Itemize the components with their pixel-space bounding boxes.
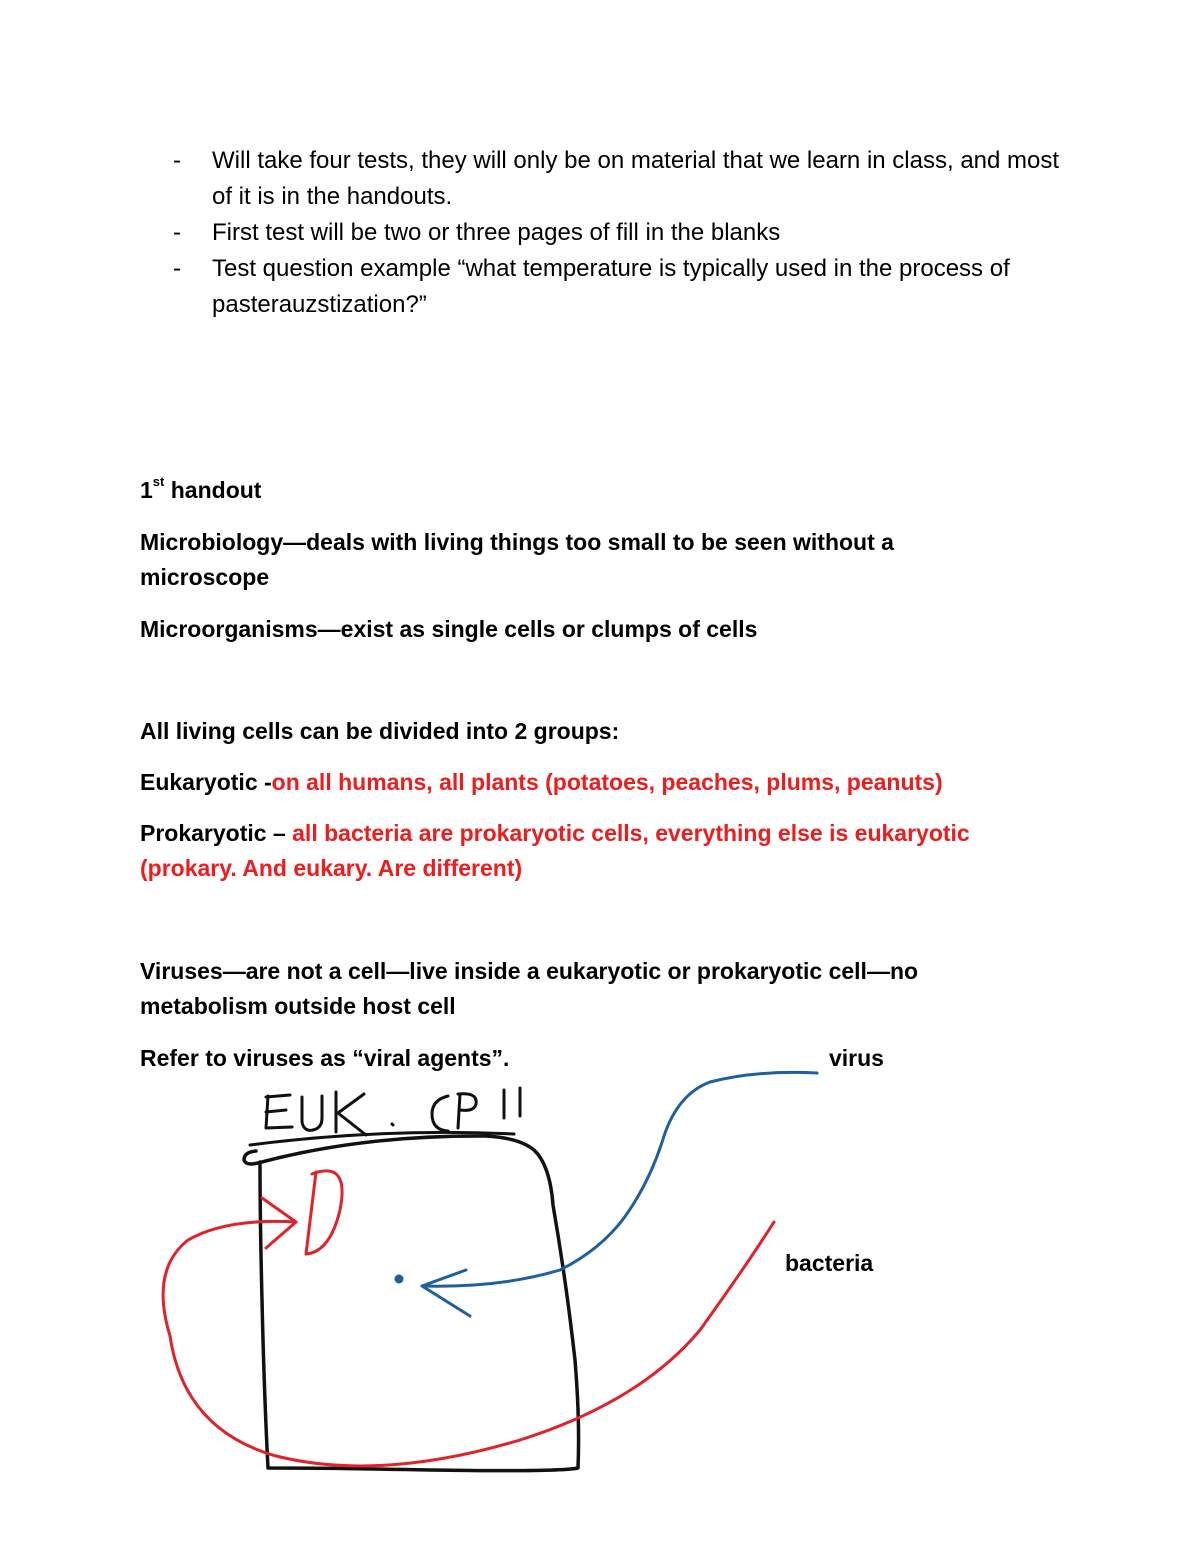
eukaryotic-term: Eukaryotic - — [140, 769, 272, 795]
groups-intro: All living cells can be divided into 2 groups: — [140, 718, 620, 744]
red-bacteria-drawing — [163, 1171, 774, 1466]
virus-label: virus — [829, 1045, 884, 1071]
handout-suffix: st — [152, 474, 165, 490]
bacteria-label-text: bacteria — [785, 1250, 874, 1276]
eukaryotic-note: on all humans, all plants (potatoes, peaches, plums, peanuts) — [271, 769, 943, 795]
bullet-item: - Will take four tests, they will only be on material that we learn in class, and most of it is in the handouts. — [173, 143, 1073, 215]
prokaryotic-term: Prokaryotic – — [140, 820, 293, 846]
microbiology-definition: Microbiology—deals with living things too small to be seen without a microscope — [140, 529, 894, 590]
microorganisms-definition: Microorganisms—exist as single cells or clumps of cells — [140, 616, 758, 642]
viruses-definition: Viruses—are not a cell—live inside a eukaryotic or prokaryotic cell—no metabolism outside host cell — [140, 958, 919, 1019]
viral-agents-note: Refer to viruses as “viral agents”. — [140, 1045, 510, 1071]
prokaryotic-note: all bacteria are prokaryotic cells, everything else is eukaryotic (prokary. And eukary. Are different) — [140, 820, 970, 881]
bullet-item: - First test will be two or three pages of fill in the blanks — [173, 215, 1073, 251]
bullet-item: - Test question example “what temperature is typically used in the process of pasterauzstization?” — [173, 251, 1073, 323]
cell-outline — [244, 1136, 579, 1471]
handout-number: 1 — [140, 477, 153, 503]
handout-label: handout — [170, 477, 262, 503]
